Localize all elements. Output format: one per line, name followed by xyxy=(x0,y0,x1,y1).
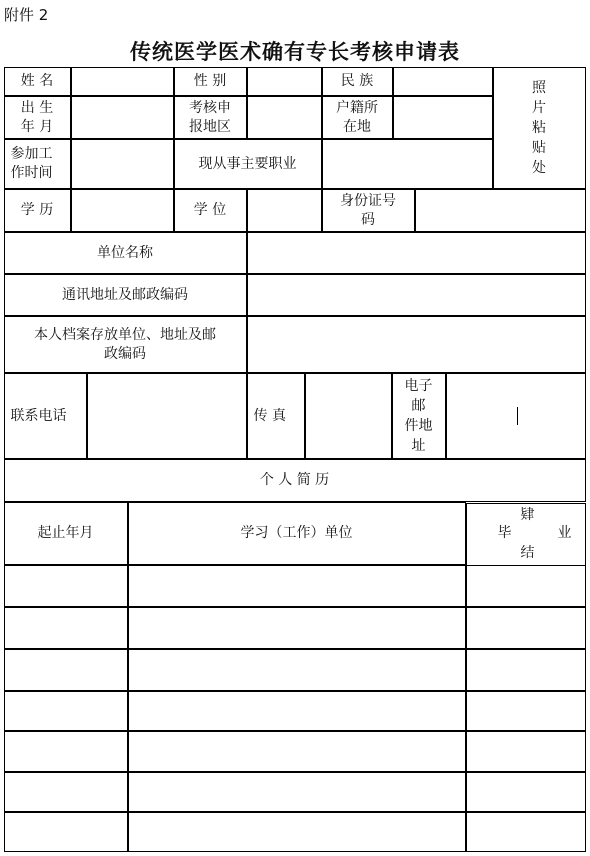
household-label: 户籍所 在地 xyxy=(322,96,393,139)
form-title: 传统医学医术确有专长考核申请表 xyxy=(130,38,460,64)
employer-field[interactable] xyxy=(247,232,586,274)
phone-field[interactable] xyxy=(87,373,247,459)
resume-period-cell[interactable] xyxy=(4,772,128,812)
resume-period-cell[interactable] xyxy=(4,607,128,649)
work-start-field[interactable] xyxy=(71,139,174,189)
work-start-label: 参加工 作时间 xyxy=(4,139,71,189)
resume-period-cell[interactable] xyxy=(4,565,128,607)
employer-label: 单位名称 xyxy=(4,232,247,274)
resume-unit-cell[interactable] xyxy=(128,812,466,852)
birth-field[interactable] xyxy=(71,96,174,139)
resume-unit-cell[interactable] xyxy=(128,607,466,649)
resume-period-cell[interactable] xyxy=(4,731,128,772)
archive-label: 本人档案存放单位、地址及邮 政编码 xyxy=(4,316,247,373)
resume-unit-cell[interactable] xyxy=(128,649,466,691)
resume-unit-cell[interactable] xyxy=(128,731,466,772)
resume-completion-cell[interactable] xyxy=(466,607,586,649)
id-number-label: 身份证号 码 xyxy=(322,189,415,232)
resume-header: 个 人 简 历 xyxy=(4,459,586,502)
email-field[interactable] xyxy=(446,373,586,459)
ethnicity-label: 民 族 xyxy=(322,67,393,96)
email-label: 电子 邮 件地 址 xyxy=(392,373,446,459)
fax-field[interactable] xyxy=(305,373,392,459)
archive-field[interactable] xyxy=(247,316,586,373)
study-work-unit-header: 学习（工作）单位 xyxy=(128,502,466,565)
resume-unit-cell[interactable] xyxy=(128,691,466,731)
ethnicity-field[interactable] xyxy=(393,67,493,96)
exam-region-label: 考核申 报地区 xyxy=(174,96,247,139)
annex-label: 附件 2 xyxy=(4,5,49,24)
resume-completion-cell[interactable] xyxy=(466,731,586,772)
text-cursor xyxy=(517,407,518,425)
resume-unit-cell[interactable] xyxy=(128,565,466,607)
resume-unit-cell[interactable] xyxy=(128,772,466,812)
birth-label: 出 生 年 月 xyxy=(4,96,71,139)
fax-label: 传 真 xyxy=(247,373,305,459)
address-postcode-label: 通讯地址及邮政编码 xyxy=(4,274,247,316)
education-field[interactable] xyxy=(71,189,174,232)
degree-field[interactable] xyxy=(247,189,322,232)
completion-header: 肄 毕 业 结 xyxy=(466,503,586,566)
address-postcode-field[interactable] xyxy=(247,274,586,316)
resume-completion-cell[interactable] xyxy=(466,565,586,607)
phone-label: 联系电话 xyxy=(4,373,87,459)
education-label: 学 历 xyxy=(4,189,71,232)
resume-completion-cell[interactable] xyxy=(466,691,586,731)
resume-period-cell[interactable] xyxy=(4,691,128,731)
period-header: 起止年月 xyxy=(4,502,128,565)
current-job-label: 现从事主要职业 xyxy=(174,139,322,189)
resume-completion-cell[interactable] xyxy=(466,649,586,691)
degree-label: 学 位 xyxy=(174,189,247,232)
name-field[interactable] xyxy=(71,67,174,96)
photo-area[interactable]: 照 片 粘 贴 处 xyxy=(493,67,586,189)
gender-label: 性 别 xyxy=(174,67,247,96)
resume-completion-cell[interactable] xyxy=(466,812,586,852)
household-field[interactable] xyxy=(393,96,493,139)
gender-field[interactable] xyxy=(247,67,322,96)
resume-period-cell[interactable] xyxy=(4,649,128,691)
exam-region-field[interactable] xyxy=(247,96,322,139)
current-job-field[interactable] xyxy=(322,139,493,189)
resume-completion-cell[interactable] xyxy=(466,772,586,812)
resume-period-cell[interactable] xyxy=(4,812,128,852)
id-number-field[interactable] xyxy=(415,189,586,232)
name-label: 姓 名 xyxy=(4,67,71,96)
